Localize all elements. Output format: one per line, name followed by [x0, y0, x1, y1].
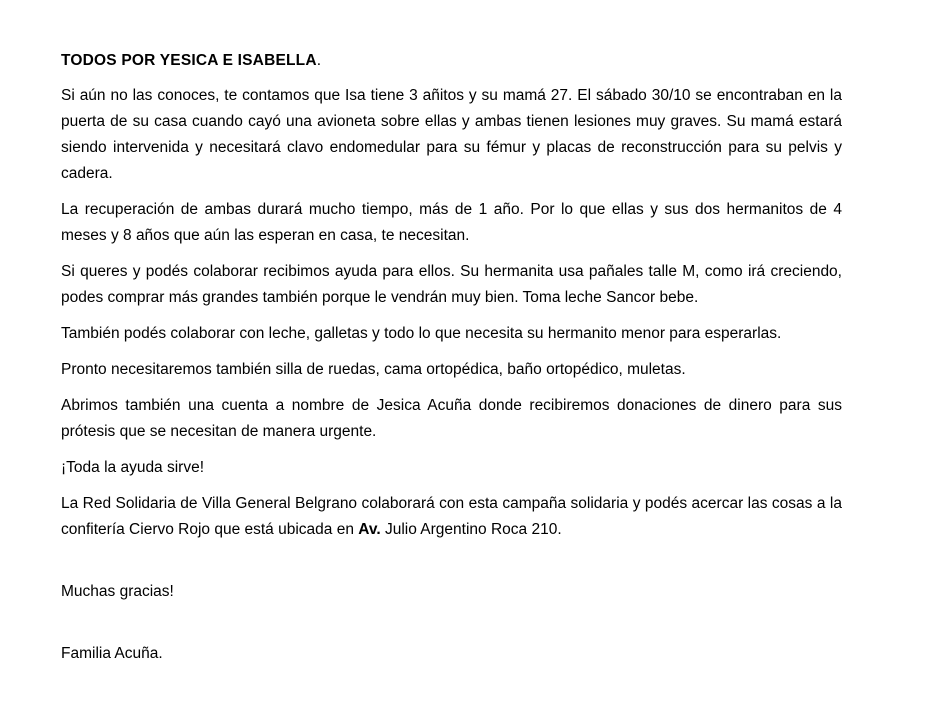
paragraph-bank-account: Abrimos también una cuenta a nombre de Jesica Acuña donde recibiremos donaciones de dinero para sus prótesis que se necesitan de manera urgente. [61, 397, 842, 440]
paragraph-milk: También podés colaborar con leche, galletas y todo lo que necesita su hermanito menor para esperarlas. [61, 325, 782, 342]
blank-line-before-signature [61, 615, 842, 641]
page-title-period: . [316, 52, 322, 69]
page-title-text: TODOS POR YESICA E ISABELLA [61, 52, 317, 69]
address-text-after: Julio Argentino Roca 210. [380, 521, 562, 538]
paragraph-intro: Si aún no las conoces, te contamos que Isa tiene 3 añitos y su mamá 27. El sábado 30/10 se encontraban en la puerta de su casa cuando cayó una avioneta sobre ellas y ambas tienen lesiones muy graves. Su mamá estará siendo intervenida y necesitará clavo endomedular para su fémur y placas de reconstrucción para su pelvis y cadera. [61, 87, 842, 182]
closing-thanks: Muchas gracias! [61, 583, 174, 600]
paragraph-diapers: Si queres y podés colaborar recibimos ayuda para ellos. Su hermanita usa pañales talle M, como irá creciendo, podes comprar más grandes también porque le vendrán muy bien. Toma leche Sancor bebe. [61, 263, 842, 306]
blank-line-before-thanks [61, 553, 842, 579]
address-street-abbreviation: Av. [358, 521, 381, 538]
paragraph-call-to-action: ¡Toda la ayuda sirve! [61, 459, 205, 476]
paragraph-recovery: La recuperación de ambas durará mucho tiempo, más de 1 año. Por lo que ellas y sus dos hermanitos de 4 meses y 8 años que aún las esperan en casa, te necesitan. [61, 201, 842, 244]
document-body [61, 48, 842, 677]
address-text-before: La Red Solidaria de Villa General Belgrano colaborará con esta campaña solidaria y podés acercar las cosas a la confitería Ciervo Rojo que está ubicada en [61, 495, 842, 538]
paragraph-equipment: Pronto necesitaremos también silla de ruedas, cama ortopédica, baño ortopédico, muletas. [61, 361, 686, 378]
paragraph-address [61, 491, 842, 543]
page-title [61, 48, 842, 74]
closing-signature: Familia Acuña. [61, 645, 163, 662]
